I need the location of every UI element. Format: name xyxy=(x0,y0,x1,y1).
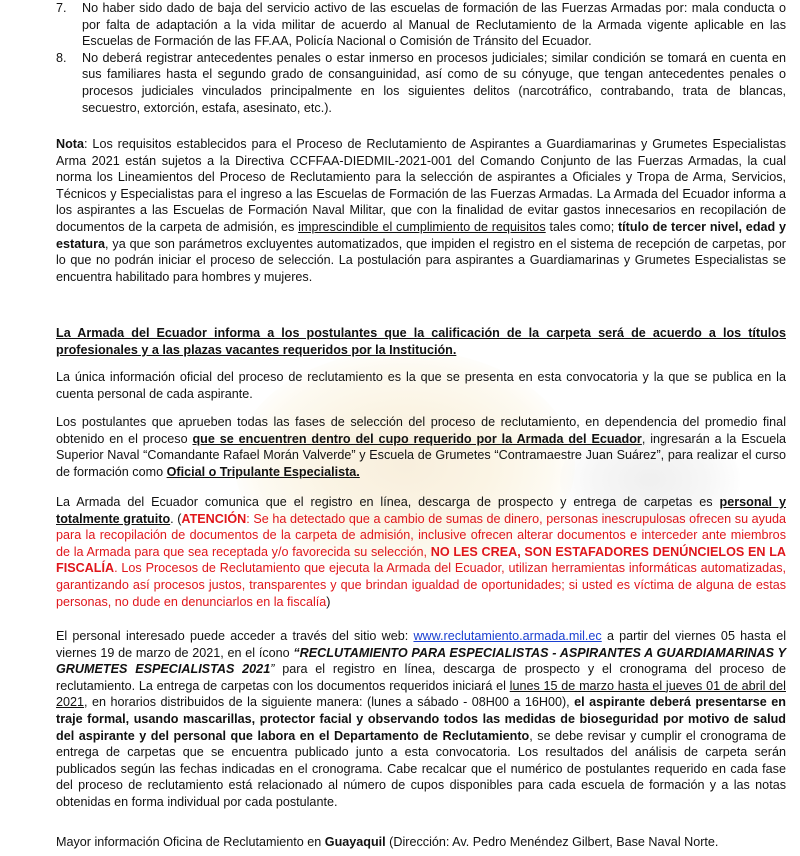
acceso-bold: el aspirante deberá presentarse en traje formal, usando mascarillas, protector facial y observando todos las medidas de bioseguridad por motivo de salud del aspirante y del personal que labora en el Departamento de Reclutamiento xyxy=(56,695,786,743)
list-item-number: 8. xyxy=(56,50,67,65)
mayor-city: Guayaquil xyxy=(324,835,386,849)
requirements-list xyxy=(56,0,786,116)
acceso-dates: lunes 15 de marzo hasta el jueves 01 de abril del 2021 xyxy=(56,678,786,710)
acceso-text: El personal interesado puede acceder a través del sitio web: xyxy=(56,629,414,643)
registro-text: . ( xyxy=(170,511,182,526)
mayor-paragraph xyxy=(56,834,786,851)
postulantes-text: , ingresarán a la Escuela Superior Naval “Comandante Rafael Morán Valverde” y Escuela de Grumetes “Contramaestre Juan Suárez”, para realizar el curso de formación como xyxy=(56,431,786,479)
acceso-icon-name: “RECLUTAMIENTO PARA ESPECIALISTAS - ASPIRANTES A GUARDIAMARINAS Y GRUMETES ESPECIALISTAS 2021 xyxy=(56,645,786,677)
registro-text: La Armada del Ecuador comunica que el registro en línea, descarga de prospecto y entrega de carpetas es xyxy=(56,495,720,509)
postulantes-text: Los postulantes que aprueben todas las fases de selección del proceso de reclutamiento, en dependencia del promedio final obtenido en el proceso xyxy=(56,415,786,446)
nota-bold: título de tercer nivel, edad y estatura xyxy=(56,219,786,251)
nota-text: : Los requisitos establecidos para el Proceso de Reclutamiento de Aspirantes a Guardiamarinas y Grumetes Especialistas Arma 2021 están sujetos a la Directiva CCFFAA-DIEDMIL-2021-001 del Comando Conjunto de las Fuerzas Armadas, la cual norma los Lineamientos del Proceso de Reclutamiento para la selección de aspirantes a Oficiales y Tropa de Arma, Servicios, Técnicos y Especialistas para el ingreso a las Escuelas de Formación de las Fuerzas Armadas. La Armada del Ecuador informa a los aspirantes a las Escuelas de Formación Naval Militar, que con la finalidad de evitar gastos innecesarios en recopilación de documentos de la carpeta de admisión, es xyxy=(56,137,786,234)
postulantes-underlined: que se encuentren dentro del cupo requerido por la Armada del Ecuador xyxy=(192,431,642,446)
acceso-quote: ” xyxy=(270,662,275,677)
list-item xyxy=(56,50,786,116)
nota-paragraph xyxy=(56,136,786,285)
registro-underlined: personal y totalmente gratuito xyxy=(56,495,786,526)
nota-text: tales como; xyxy=(545,219,618,234)
unica-paragraph: La única información oficial del proceso de reclutamiento es la que se presenta en esta convocatoria y la que se publica en la cuenta personal de cada aspirante. xyxy=(56,370,786,401)
acceso-text: para el registro en línea, descarga de prospecto y el cronograma del proceso de reclutamiento. La entrega de carpetas con los documentos requeridos iniciará el xyxy=(56,662,787,693)
list-item xyxy=(56,0,786,50)
nota-text: , ya que son parámetros excluyentes automatizados, que impiden el registro en el sistema de recepción de carpetas, por lo que no podrán iniciar el proceso de selección. La postulación para aspirantes a Guardiamarinas y Grumetes Especialistas se encuentra habilitado para hombres y mujeres. xyxy=(56,236,786,284)
warning-text: : Se ha detectado que a cambio de sumas de dinero, personas inescrupulosas ofrecen su ayuda para la recopilación de documentos de la carpeta de admisión, inclusive ofrecen alterar documentos e interceder ante miembros de la Armada para que sea receptada y/o favorecida su selección, xyxy=(56,511,786,559)
acceso-paragraph xyxy=(56,628,786,811)
nota-label: Nota xyxy=(56,137,84,151)
warning-text: . Los Procesos de Reclutamiento que ejecuta la Armada del Ecuador, utilizan herramientas informáticas automatizadas, garantizando así procesos justos, transparentes y que brindan igualdad de oportunidades; si usted es víctima de alguna de estas personas, no dude en denunciarlos en la fiscalía xyxy=(56,561,786,609)
list-item-number: 7. xyxy=(56,1,67,15)
acceso-text: , en horarios distribuidos de la siguiente manera: (lunes a sábado - 08H00 a 16H00), xyxy=(84,695,575,710)
warning-bold: NO LES CREA, SON ESTAFADORES DENÚNCIELOS EN LA FISCALÍA xyxy=(56,544,786,576)
mayor-text: Mayor información Oficina de Reclutamiento en xyxy=(56,835,325,849)
registro-paragraph xyxy=(56,494,786,610)
list-item-text: No haber sido dado de baja del servicio activo de las escuelas de formación de las Fuerzas Armadas por: mala conducta o por falta de adaptación a la vida militar de acuerdo al Manual de Reclutamiento de la Armada vigente aplicable en las Escuelas de Formación de las FF.AA, Policía Nacional o Comisión de Tránsito del Ecuador. xyxy=(82,1,786,49)
postulantes-underlined: Oficial o Tripulante Especialista. xyxy=(166,464,360,479)
nota-underlined: imprescindible el cumplimiento de requisitos xyxy=(298,219,546,234)
acceso-text: , se debe revisar y cumplir el cronograma de entrega de carpetas que se encuentra publicado junto a esta convocatoria. Los resultados del análisis de carpeta serán publicados según las fechas indicadas en el cronograma. Cabe recalcar que el numérico de postulantes requerido en cada fase del proceso de reclutamiento está relacionado al número de cupos disponibles para cada escuela de formación y a las notas obtenidas en forma individual por cada postulante. xyxy=(56,728,786,809)
calificacion-paragraph: La Armada del Ecuador informa a los postulantes que la calificación de la carpeta será de acuerdo a los títulos profesionales y a las plazas vacantes requeridos por la Institución. xyxy=(56,326,786,357)
acceso-text: a partir del viernes 05 hasta el viernes 19 de marzo de 2021, en el ícono xyxy=(56,629,786,660)
mayor-text: (Dirección: Av. Pedro Menéndez Gilbert, Base Naval Norte. xyxy=(385,835,719,849)
registro-text: ) xyxy=(326,594,331,609)
recruitment-website-link[interactable]: www.reclutamiento.armada.mil.ec xyxy=(413,629,602,643)
atencion-label: ATENCIÓN xyxy=(181,511,247,526)
list-item-text: No deberá registrar antecedentes penales o estar inmerso en procesos judiciales; similar condición se tomará en cuenta en sus familiares hasta el segundo grado de consanguinidad, así como de su cónyuge, que tengan antecedentes penales o procesos judiciales vinculados principalmente en los siguientes delitos (narcotráfico, contrabando, trata de blancas, secuestro, extorción, estafa, asesinato, etc.). xyxy=(82,50,786,115)
postulantes-paragraph xyxy=(56,414,786,480)
